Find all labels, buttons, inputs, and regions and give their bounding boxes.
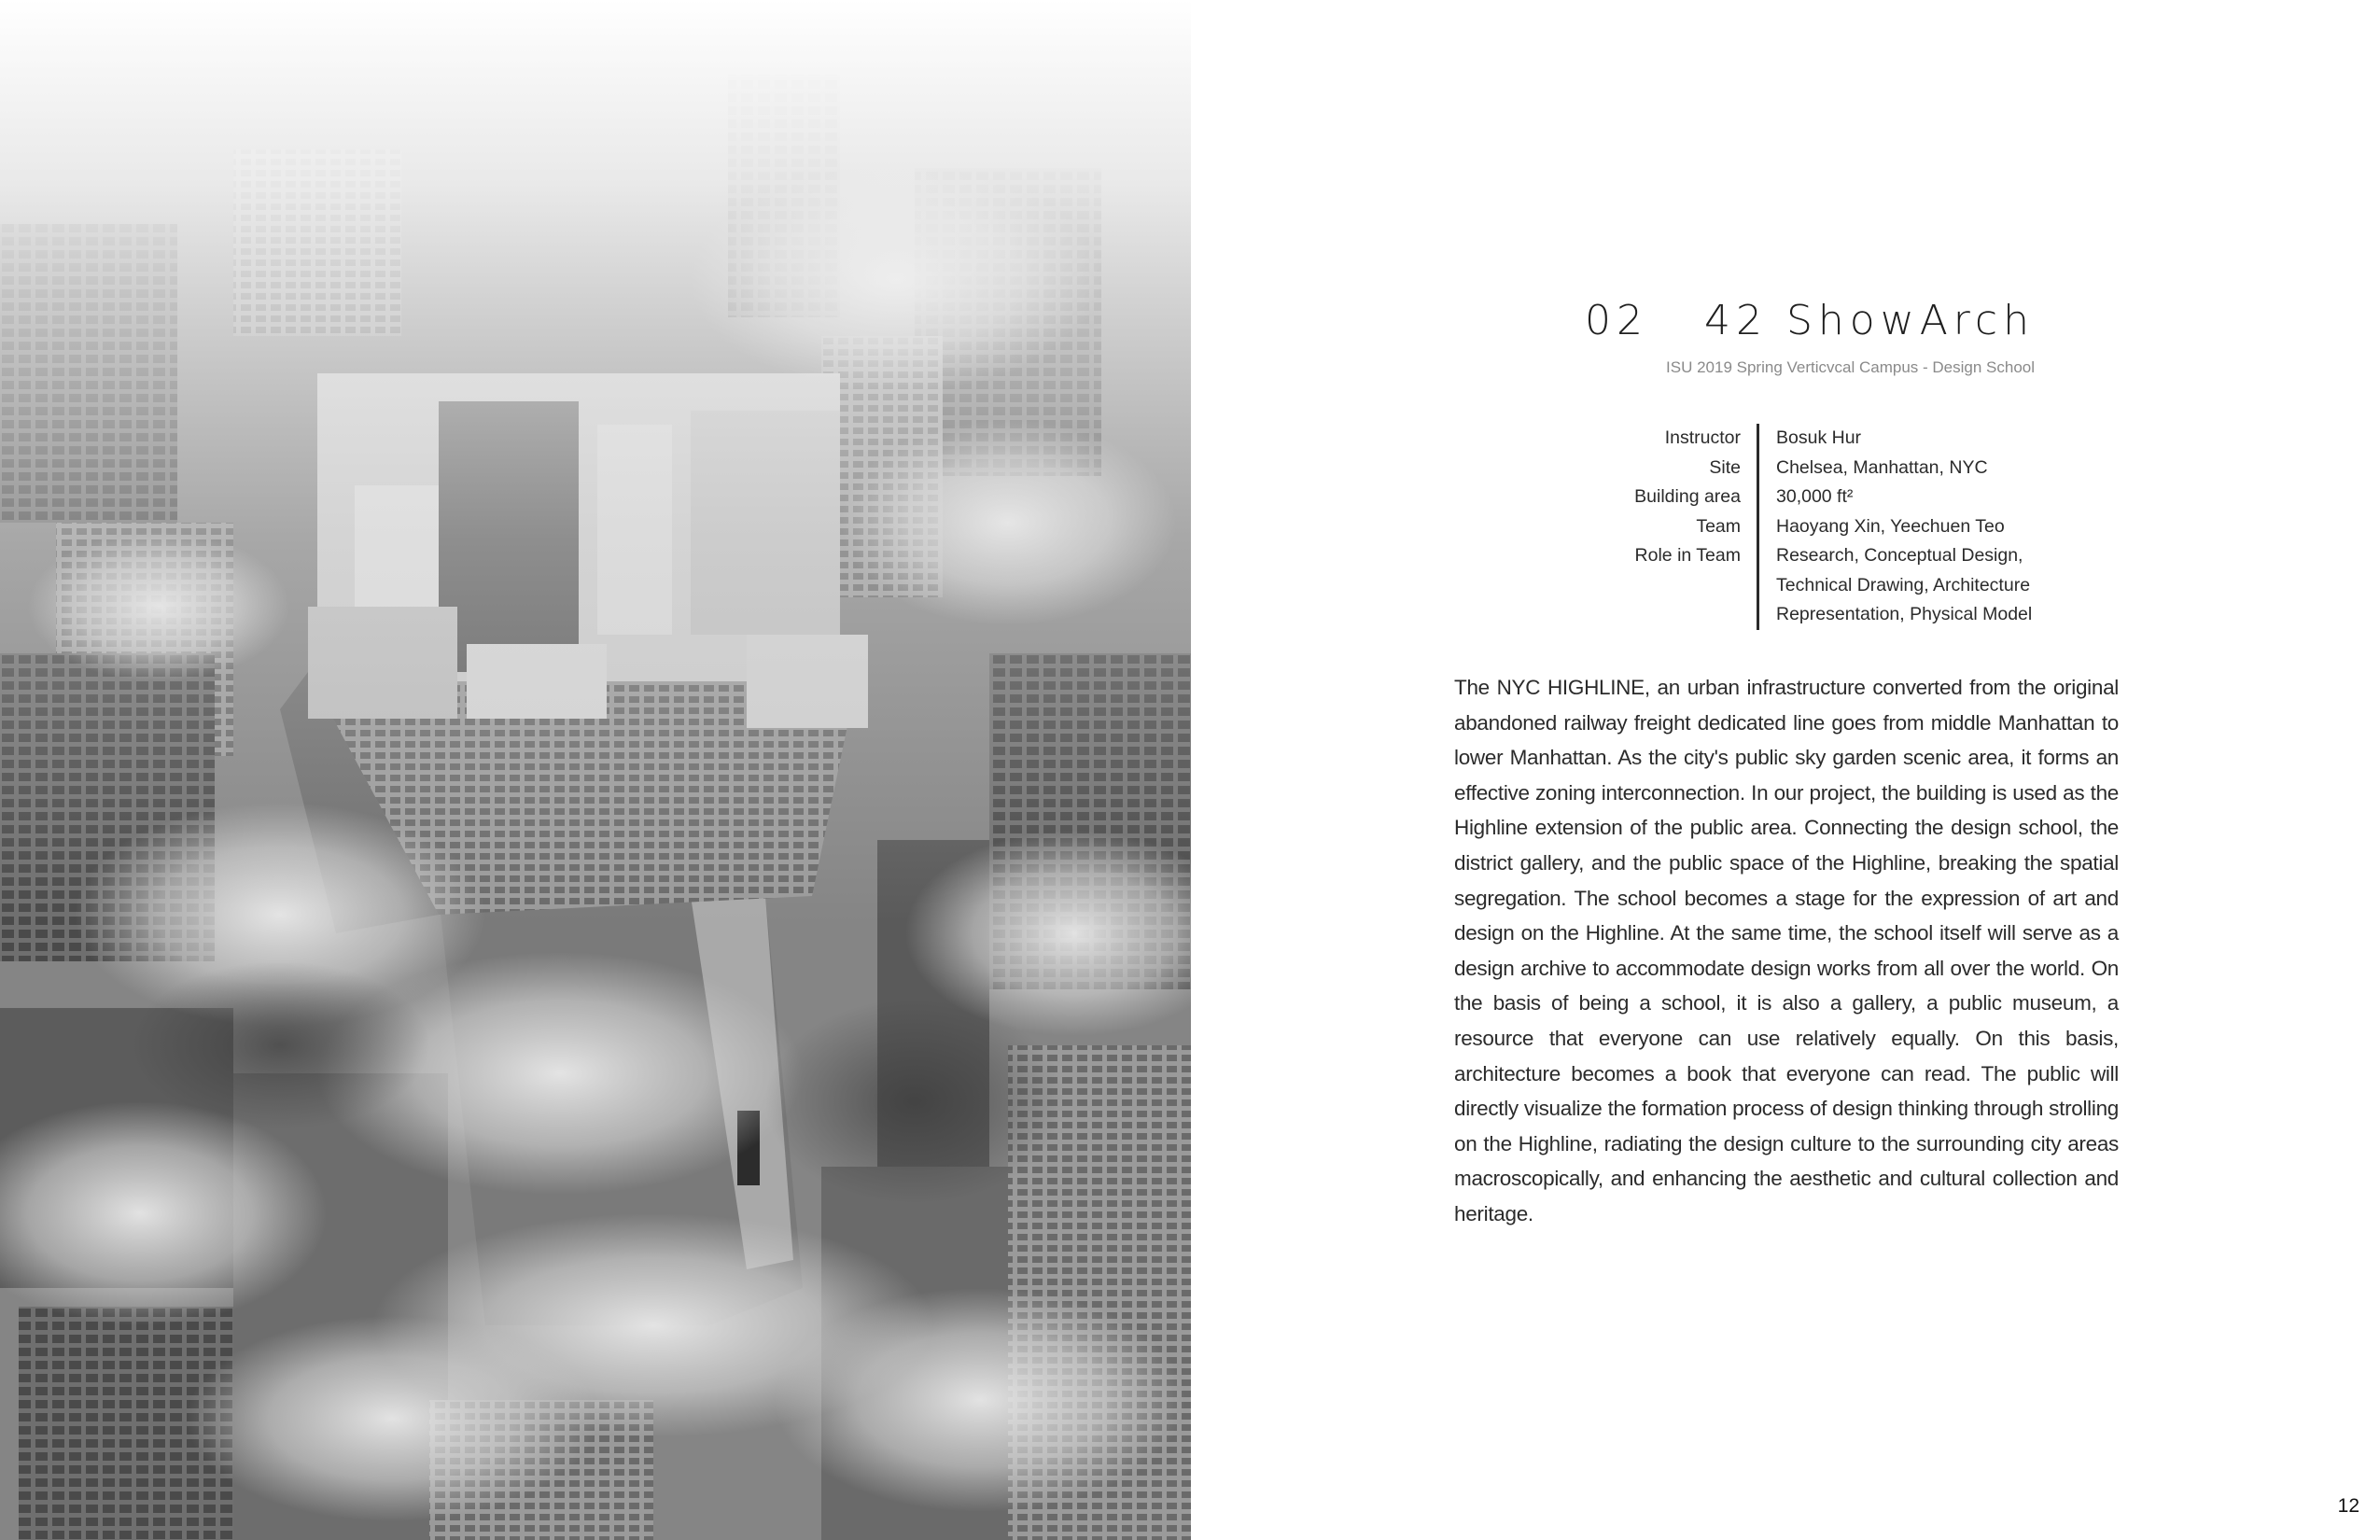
- project-info-table: [1456, 424, 2128, 630]
- info-row: [1456, 600, 2128, 630]
- page-number: 12: [2337, 1495, 2359, 1517]
- info-row: [1456, 512, 2128, 542]
- info-label: Role in Team: [1634, 545, 1741, 566]
- info-value: Haoyang Xin, Yeechuen Teo: [1757, 512, 2005, 542]
- info-value: Bosuk Hur: [1757, 424, 1861, 454]
- info-row: [1456, 541, 2128, 571]
- info-label: [1456, 600, 1757, 630]
- info-row: [1456, 424, 2128, 454]
- info-label: Building area: [1634, 486, 1741, 507]
- info-label: [1456, 571, 1757, 601]
- info-row: [1456, 483, 2128, 512]
- project-description: The NYC HIGHLINE, an urban infrastructure converted from the original abandoned railway freight dedicated line goes from middle Manhattan to lower Manhattan. As the city's public sky garden scenic area, it forms an effective zoning interconnection. In our project, the building is used as the Highline extension of the public area. Connecting the design school, the district gallery, and the public space of the Highline, breaking the spatial segregation. The school becomes a stage for the expression of art and design on the Highline. At the same time, the school itself will serve as a design archive to accommodate design works from all over the world. On the basis of being a school, it is also a gallery, a public museum, a resource that everyone can use relatively equally. On this basis, architecture becomes a book that everyone can read. The public will directly visualize the formation process of design thinking through strolling on the Highline, radiating the design culture to the surrounding city areas macroscopically, and enhancing the aesthetic and cultural collection and heritage.: [1454, 676, 2119, 1225]
- info-value: Chelsea, Manhattan, NYC: [1757, 454, 1988, 483]
- info-value: 30,000 ft²: [1757, 483, 1853, 512]
- info-value: Representation, Physical Model: [1757, 600, 2032, 630]
- info-label: Team: [1696, 515, 1741, 537]
- project-subtitle: ISU 2019 Spring Verticvcal Campus - Design School: [1666, 358, 2035, 376]
- project-title: 02 42 ShowArch: [1585, 297, 2035, 344]
- info-value: Technical Drawing, Architecture: [1757, 571, 2030, 601]
- info-value: Research, Conceptual Design,: [1757, 541, 2023, 571]
- info-label: Site: [1709, 456, 1741, 478]
- info-row: [1456, 454, 2128, 483]
- info-label: Instructor: [1664, 427, 1741, 448]
- info-row: [1456, 571, 2128, 601]
